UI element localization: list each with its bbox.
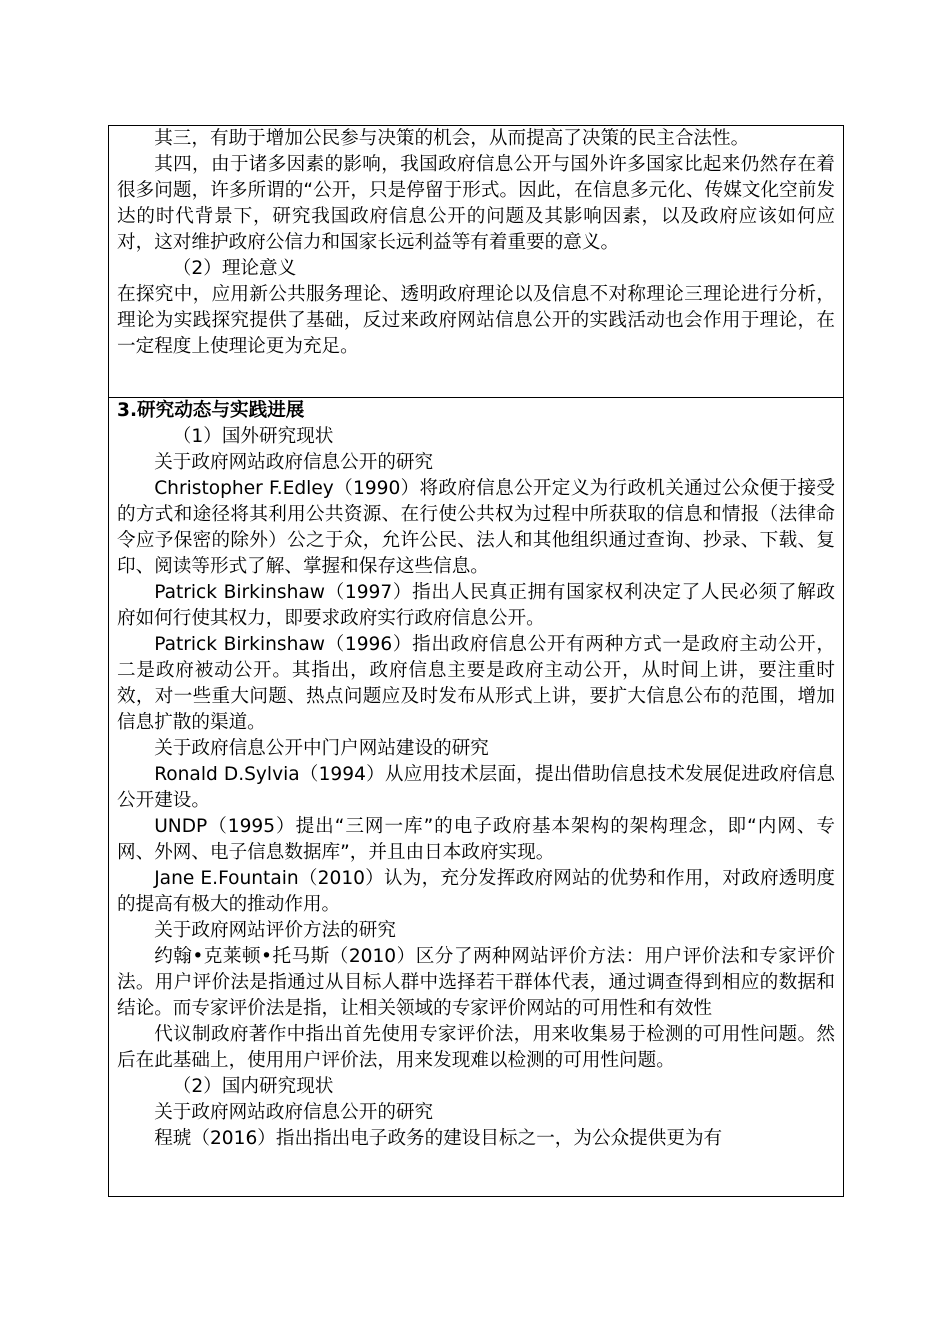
paragraph-point-three: 其三，有助于增加公民参与决策的机会，从而提高了决策的民主合法性。 <box>154 128 750 149</box>
paragraph-sylvia: Ronald D.Sylvia（1994）从应用技术层面，提出借助信息技术发展促进政府信息公开建设。 <box>117 764 835 811</box>
subheading-domestic-research: （2）国内研究现状 <box>172 1076 334 1097</box>
table-cell-significance <box>108 125 844 398</box>
table-cell-research-status <box>108 397 844 1197</box>
paragraph-birkinshaw-1996: Patrick Birkinshaw（1996）指出政府信息公开有两种方式一是政府主动公开，二是政府被动公开。其指出，政府信息主要是政府主动公开，从时间上讲，要注重时效，对一些重大问题、热点问题应及时发布从形式上讲，要扩大信息公布的范围，增加信息扩散的渠道。 <box>117 634 835 733</box>
paragraph-cheng-hu: 程琥（2016）指出指出电子政务的建设目标之一，为公众提供更为有 <box>154 1128 723 1149</box>
subheading-foreign-research: （1）国外研究现状 <box>172 426 334 447</box>
paragraph-theory: 在探究中，应用新公共服务理论、透明政府理论以及信息不对称理论三理论进行分析，理论为实践探究提供了基础，反过来政府网站信息公开的实践活动也会作用于理论，在一定程度上使理论更为充足。 <box>117 284 835 357</box>
paragraph-birkinshaw-1997: Patrick Birkinshaw（1997）指出人民真正拥有国家权利决定了人民必须了解政府如何行使其权力，即要求政府实行政府信息公开。 <box>117 582 835 629</box>
section-heading: 3.研究动态与实践进展 <box>117 400 305 421</box>
paragraph-edley: Christopher F.Edley（1990）将政府信息公开定义为行政机关通过公众便于接受的方式和途径将其利用公共资源、在行使公共权为过程中所获取的信息和情报（法律命令应予保密的除外）公之于众，允许公民、法人和其他组织通过查询、抄录、下载、复印、阅读等形式了解、掌握和保存这些信息。 <box>117 478 835 577</box>
topic-heading: 关于政府网站评价方法的研究 <box>154 920 396 941</box>
paragraph-fountain: Jane E.Fountain（2010）认为，充分发挥政府网站的优势和作用，对政府透明度的提高有极大的推动作用。 <box>117 868 835 915</box>
paragraph-point-four: 其四，由于诸多因素的影响，我国政府信息公开与国外许多国家比起来仍然存在着很多问题，许多所谓的“公开，只是停留于形式。因此，在信息多元化、传媒文化空前发达的时代背景下，研究我国政府信息公开的问题及其影响因素，以及政府应该如何应对，这对维护政府公信力和国家长远利益等有着重要的意义。 <box>117 154 835 253</box>
subheading-theoretical-significance: （2）理论意义 <box>172 258 297 279</box>
topic-heading: 关于政府网站政府信息公开的研究 <box>154 1102 434 1123</box>
paragraph-undp: UNDP（1995）提出“三网一库”的电子政府基本架构的架构理念，即“内网、专网、外网、电子信息数据库”，并且由日本政府实现。 <box>117 816 835 863</box>
topic-heading: 关于政府信息公开中门户网站建设的研究 <box>154 738 489 759</box>
topic-heading: 关于政府网站政府信息公开的研究 <box>154 452 434 473</box>
paragraph-representative-government: 代议制政府著作中指出首先使用专家评价法，用来收集易于检测的可用性问题。然后在此基础上，使用用户评价法，用来发现难以检测的可用性问题。 <box>117 1024 835 1071</box>
paragraph-thomas: 约翰•克莱顿•托马斯（2010）区分了两种网站评价方法：用户评价法和专家评价法。用户评价法是指通过从目标人群中选择若干群体代表，通过调查得到相应的数据和结论。而专家评价法是指，让相关领域的专家评价网站的可用性和有效性 <box>117 946 835 1019</box>
